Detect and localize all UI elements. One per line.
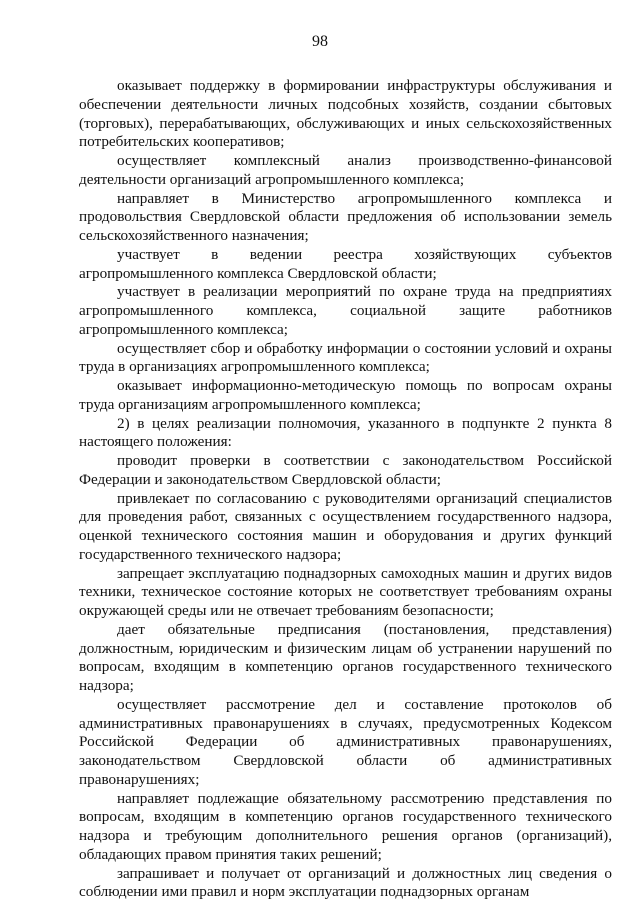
- paragraph: дает обязательные предписания (постановления, представления) должностным, юридическим и физическим лицам об устранении нарушений по вопросам, входящим в компетенцию органов государственного технического надзора;: [79, 620, 612, 694]
- paragraph: запрашивает и получает от организаций и должностных лиц сведения о соблюдении ими правил и норм эксплуатации поднадзорных органам: [79, 864, 612, 901]
- paragraph: проводит проверки в соответствии с законодательством Российской Федерации и законодательством Свердловской области;: [79, 452, 612, 488]
- paragraph: направляет подлежащие обязательному рассмотрению представления по вопросам, входящим в компетенцию органов государственного технического надзора и требующим дополнительного решения органов (организаций), обладающих правом принятия таких решений;: [79, 789, 612, 863]
- paragraph: 2) в целях реализации полномочия, указанного в подпункте 2 пункта 8 настоящего положения:: [79, 414, 612, 451]
- paragraph: оказывает информационно-методическую помощь по вопросам охраны труда организациям агропромышленного комплекса;: [79, 377, 612, 413]
- paragraph: участвует в реализации мероприятий по охране труда на предприятиях агропромышленного комплекса, социальной защите работников агропромышленного комплекса;: [79, 283, 612, 338]
- paragraph: осуществляет комплексный анализ производственно-финансовой деятельности организаций агропромышленного комплекса;: [79, 152, 612, 188]
- paragraph: привлекает по согласованию с руководителями организаций специалистов для проведения работ, связанных с осуществлением государственного надзора, оценкой технического состояния машин и оборудования и других функций государственного технического надзора;: [79, 489, 612, 563]
- paragraph: оказывает поддержку в формировании инфраструктуры обслуживания и обеспечении деятельности личных подсобных хозяйств, создании сбытовых (торговых), перерабатывающих, обслуживающих и иных сельскохозяйственных потребительских кооперативов;: [79, 77, 612, 151]
- paragraph: участвует в ведении реестра хозяйствующих субъектов агропромышленного комплекса Свердловской области;: [79, 245, 612, 282]
- page-number: 98: [312, 33, 328, 50]
- paragraph: направляет в Министерство агропромышленного комплекса и продовольствия Свердловской области предложения об использовании земель сельскохозяйственного назначения;: [79, 189, 612, 244]
- paragraph: осуществляет рассмотрение дел и составление протоколов об административных правонарушениях в случаях, предусмотренных Кодексом Российской Федерации об административных правонарушениях, законодательством Свердловской области об административных правонарушениях;: [79, 695, 612, 788]
- document-body: [79, 77, 612, 902]
- paragraph: запрещает эксплуатацию поднадзорных самоходных машин и других видов техники, техническое состояние которых не соответствует требованиям охраны окружающей среды или не отвечает требованиям безопасности;: [79, 564, 612, 619]
- paragraph: осуществляет сбор и обработку информации о состоянии условий и охраны труда в организациях агропромышленного комплекса;: [79, 339, 612, 376]
